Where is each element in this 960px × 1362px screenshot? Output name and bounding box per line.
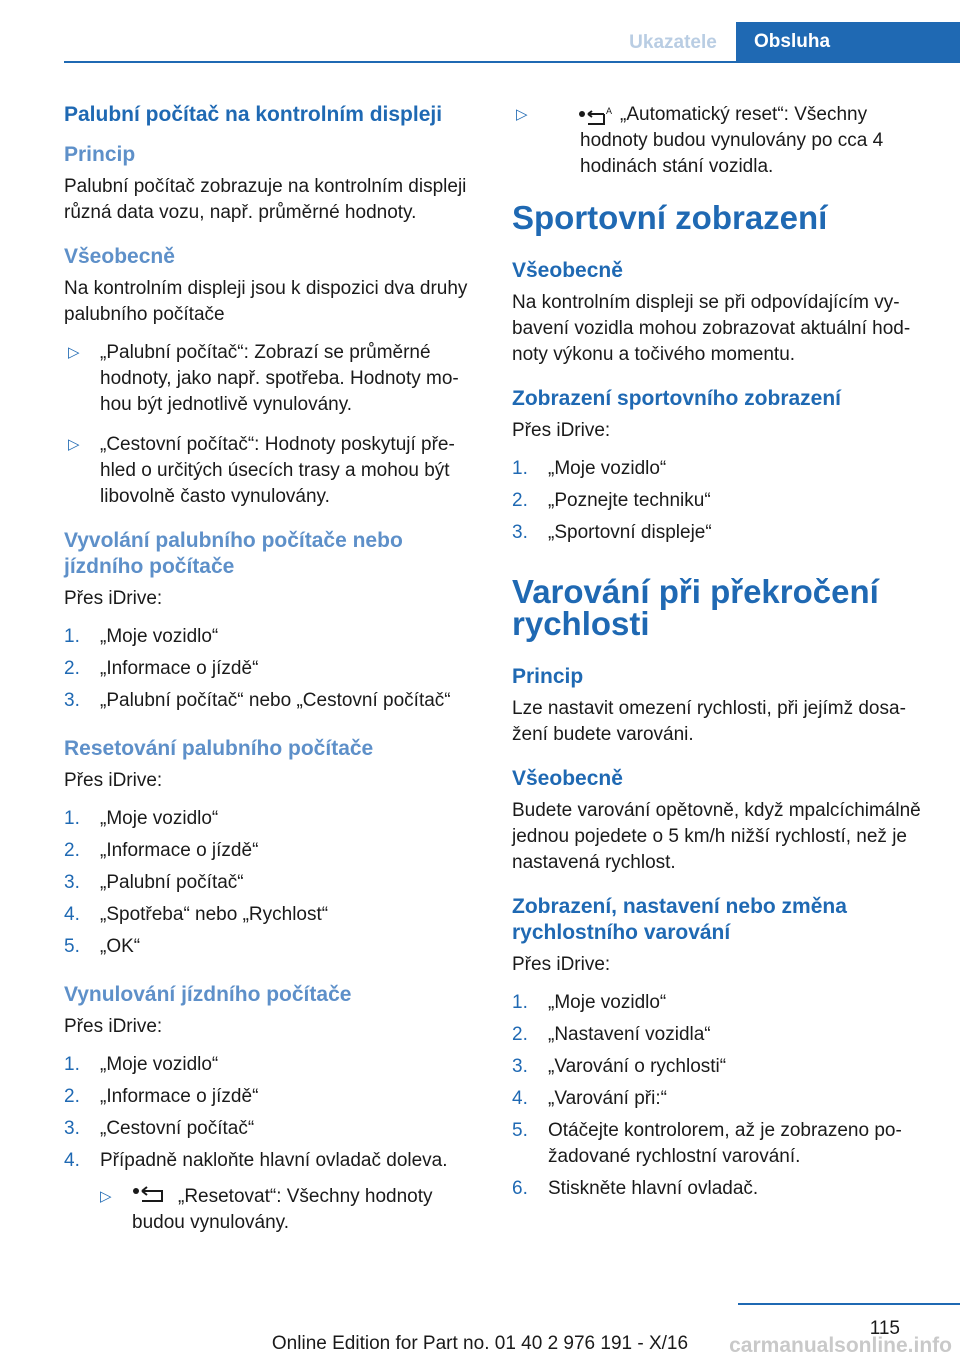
heading-warn-nastaveni: Zobrazení, nastavení nebo změna rychlostního varování bbox=[512, 895, 847, 944]
list-item: 3. „Palubní počítač“ bbox=[64, 872, 244, 893]
heading-vyvolani: Vyvolání palubního počítače nebo jízdního počítače bbox=[64, 529, 403, 578]
vynulovani-intro: Přes iDrive: bbox=[64, 1016, 163, 1037]
sport-zobrazeni-intro: Přes iDrive: bbox=[512, 420, 611, 441]
warn-princip-text: Lze nastavit omezení rychlosti, při jejímž dosažení budete varováni. bbox=[512, 698, 906, 745]
reset-steps bbox=[64, 806, 480, 960]
auto-reset-icon bbox=[578, 106, 618, 126]
heading-warn-princip: Princip bbox=[512, 665, 584, 688]
vynulovani-steps bbox=[64, 1052, 480, 1236]
list-item: 3. „Cestovní počítač“ bbox=[64, 1118, 255, 1139]
reset-intro: Přes iDrive: bbox=[64, 770, 163, 791]
section-title-palubni-pocitac: Palubní počítač na kontrolním displeji bbox=[64, 103, 443, 126]
svg-text:A: A bbox=[606, 106, 613, 116]
right-column bbox=[512, 102, 928, 1220]
list-item: ▷ „Palubní počítač“: Zobrazí se průměrné hodnoty, jako např. spotřeba. Hodnoty mohou být jednotlivě vynulovány. bbox=[68, 342, 459, 415]
heading-warn-vseobecne: Všeobecně bbox=[512, 767, 623, 790]
warn-vseobecne-text: Budete varování opětovně, když mpalcíchimálně jednou pojedete o 5 km/h nižší rychlostí, než je nastavená rychlost. bbox=[512, 800, 921, 873]
list-item: 1. „Moje vozidlo“ bbox=[64, 808, 219, 829]
triangle-right-icon: ▷ bbox=[68, 436, 80, 453]
list-item: 4. Případně nakloňte hlavní ovladač doleva. ▷ „Resetovat“: Všechny hodnoty budou vynulovány. bbox=[64, 1148, 480, 1236]
list-item: 2. „Informace o jízdě“ bbox=[64, 840, 259, 861]
list-item: 4. „Varování při:“ bbox=[512, 1088, 667, 1109]
triangle-right-icon: ▷ bbox=[100, 1188, 112, 1205]
heading-vseobecne: Všeobecně bbox=[64, 245, 175, 268]
tab-obsluha[interactable]: Obsluha bbox=[736, 22, 960, 62]
heading-sport-vseobecne: Všeobecně bbox=[512, 259, 623, 282]
list-item: 6. Stiskněte hlavní ovladač. bbox=[512, 1178, 759, 1199]
princip-text: Palubní počítač zobrazuje na kontrolním displeji různá data vozu, např. průměrné hodnoty. bbox=[64, 176, 467, 223]
reset-arrow-icon bbox=[132, 1185, 172, 1205]
list-item: 2. „Nastavení vozidla“ bbox=[512, 1024, 711, 1045]
heading-reset: Resetování palubního počítače bbox=[64, 737, 374, 760]
page-number: 115 bbox=[869, 1318, 900, 1339]
section-title-sportovni: Sportovní zobrazení bbox=[512, 199, 828, 236]
list-item: 2. „Informace o jízdě“ bbox=[64, 1086, 259, 1107]
list-item: 1. „Moje vozidlo“ bbox=[512, 458, 667, 479]
page-header bbox=[0, 0, 960, 62]
header-rule bbox=[64, 61, 960, 63]
list-item: 2. „Poznejte techniku“ bbox=[512, 490, 711, 511]
list-item: 5. Otáčejte kontrolorem, až je zobrazeno požadované rychlostní varování. bbox=[512, 1120, 902, 1167]
vyvolani-intro: Přes iDrive: bbox=[64, 588, 163, 609]
sport-steps bbox=[512, 456, 928, 546]
sport-vseobecne-text: Na kontrolním displeji se při odpovídajícím vybavení vozidla mohou zobrazovat aktuální hodnoty výkonu a točivého momentu. bbox=[512, 292, 911, 365]
list-item: ▷ A „Automatický reset“: Všechny hodnoty budou vynulovány po cca 4 hodinách stání vozidla. bbox=[516, 104, 884, 177]
list-item: 1. „Moje vozidlo“ bbox=[64, 626, 219, 647]
vyvolani-steps bbox=[64, 624, 480, 714]
list-item: 5. „OK“ bbox=[64, 936, 141, 957]
warn-nastaveni-intro: Přes iDrive: bbox=[512, 954, 611, 975]
list-item: 3. „Palubní počítač“ nebo „Cestovní počítač“ bbox=[64, 690, 451, 711]
list-item: 3. „Varování o rychlosti“ bbox=[512, 1056, 727, 1077]
heading-vynulovani: Vynulování jízdního počítače bbox=[64, 983, 352, 1006]
list-item: 3. „Sportovní displeje“ bbox=[512, 522, 712, 543]
footer-rule bbox=[738, 1303, 960, 1305]
list-item: ▷ „Cestovní počítač“: Hodnoty poskytují přehled o určitých úsecích trasy a mohou být libovolně často vynulovány. bbox=[68, 434, 455, 507]
triangle-right-icon: ▷ bbox=[68, 344, 80, 361]
left-column bbox=[64, 102, 480, 1254]
edition-note: Online Edition for Part no. 01 40 2 976 191 - X/16 bbox=[271, 1333, 689, 1354]
heading-sport-zobrazeni: Zobrazení sportovního zobrazení bbox=[512, 387, 842, 410]
list-item: 4. „Spotřeba“ nebo „Rychlost“ bbox=[64, 904, 329, 925]
computer-types-list bbox=[64, 340, 480, 510]
list-item: ▷ „Resetovat“: Všechny hodnoty budou vynulovány. bbox=[100, 1186, 433, 1233]
reset-sub-list bbox=[100, 1184, 480, 1236]
heading-princip: Princip bbox=[64, 143, 136, 166]
auto-reset-list bbox=[512, 102, 928, 180]
list-item: 2. „Informace o jízdě“ bbox=[64, 658, 259, 679]
list-item: 1. „Moje vozidlo“ bbox=[512, 992, 667, 1013]
triangle-right-icon: ▷ bbox=[516, 106, 528, 123]
warn-steps bbox=[512, 990, 928, 1202]
tab-ukazatele[interactable]: Ukazatele bbox=[629, 32, 717, 53]
list-item: 1. „Moje vozidlo“ bbox=[64, 1054, 219, 1075]
section-title-varovani: Varování při překročení rychlosti bbox=[512, 573, 879, 642]
watermark: carmanualsonline.info bbox=[729, 1334, 952, 1357]
vseobecne-text: Na kontrolním displeji jsou k dispozici dva druhy palubního počítače bbox=[64, 278, 468, 325]
